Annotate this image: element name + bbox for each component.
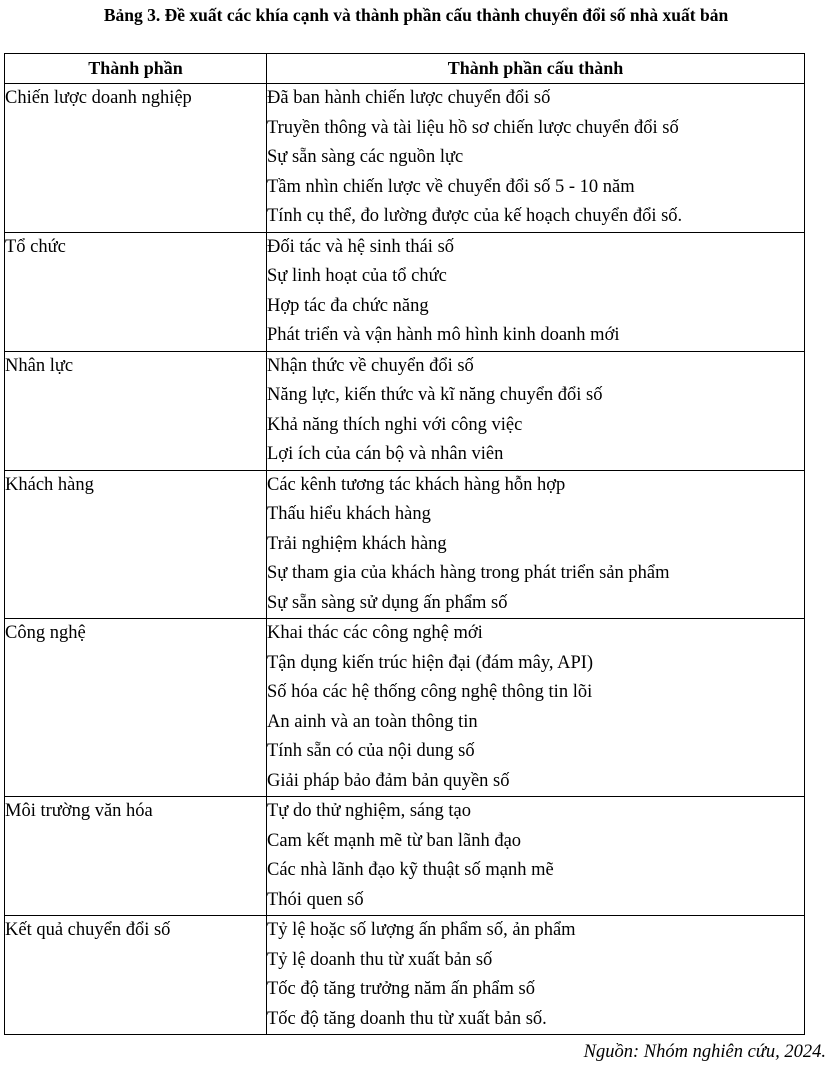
row-category: Chiến lược doanh nghiệp — [5, 84, 267, 233]
row-items — [267, 797, 805, 916]
component-item: Các kênh tương tác khách hàng hỗn hợp — [267, 474, 566, 495]
row-items — [267, 84, 805, 233]
row-category: Tổ chức — [5, 232, 267, 351]
component-item: Các nhà lãnh đạo kỹ thuật số mạnh mẽ — [267, 860, 554, 880]
component-item: Số hóa các hệ thống công nghệ thông tin lõi — [267, 682, 593, 702]
component-item: Truyền thông và tài liệu hồ sơ chiến lược chuyển đổi số — [267, 117, 679, 138]
source-note: Nguồn: Nhóm nghiên cứu, 2024. — [583, 1042, 826, 1062]
component-item: Tính sẵn có của nội dung số — [267, 741, 475, 761]
component-item: Tự do thử nghiệm, sáng tạo — [267, 801, 471, 821]
row-category: Môi trường văn hóa — [5, 797, 267, 916]
component-item: Sự tham gia của khách hàng trong phát triển sản phẩm — [267, 563, 670, 583]
component-item: Tỷ lệ hoặc số lượng ấn phẩm số, ản phẩm — [267, 920, 576, 940]
table-row — [5, 351, 805, 470]
table-body — [5, 84, 805, 1035]
table-row — [5, 916, 805, 1035]
components-table — [4, 53, 805, 1035]
component-item: Tận dụng kiến trúc hiện đại (đám mây, API) — [267, 652, 594, 673]
component-item: Đã ban hành chiến lược chuyển đổi số — [267, 88, 551, 108]
table-header-row — [5, 54, 805, 84]
row-items — [267, 232, 805, 351]
table-row — [5, 619, 805, 797]
row-items — [267, 351, 805, 470]
component-item: Giải pháp bảo đảm bản quyền số — [267, 770, 510, 791]
component-item: Cam kết mạnh mẽ từ ban lãnh đạo — [267, 830, 522, 851]
header-component: Thành phần — [5, 54, 267, 84]
component-item: Đối tác và hệ sinh thái số — [267, 236, 455, 257]
table-row — [5, 232, 805, 351]
row-category: Công nghệ — [5, 619, 267, 797]
row-category: Nhân lực — [5, 351, 267, 470]
component-item: Sự sẵn sàng sử dụng ấn phẩm số — [267, 592, 508, 613]
row-items — [267, 470, 805, 619]
component-item: Khai thác các công nghệ mới — [267, 623, 483, 643]
component-item: Khả năng thích nghi với công việc — [267, 414, 523, 435]
component-item: Hợp tác đa chức năng — [267, 295, 429, 316]
component-item: Tính cụ thể, đo lường được của kế hoạch chuyển đổi số. — [267, 206, 683, 226]
row-items — [267, 619, 805, 797]
table-row — [5, 797, 805, 916]
component-item: Thấu hiểu khách hàng — [267, 504, 431, 524]
component-item: Tỷ lệ doanh thu từ xuất bản số — [267, 949, 493, 970]
header-sub-components: Thành phần cấu thành — [267, 54, 805, 84]
component-item: Thói quen số — [267, 889, 364, 910]
component-item: Năng lực, kiến thức và kĩ năng chuyển đổi số — [267, 385, 603, 405]
component-item: Tầm nhìn chiến lược về chuyển đổi số 5 - 10 năm — [267, 176, 635, 197]
table-row — [5, 470, 805, 619]
component-item: Tốc độ tăng doanh thu từ xuất bản số. — [267, 1008, 547, 1029]
component-item: Lợi ích của cán bộ và nhân viên — [267, 444, 504, 464]
component-item: Sự linh hoạt của tổ chức — [267, 266, 447, 286]
component-item: Nhận thức về chuyển đổi số — [267, 355, 474, 376]
row-category: Khách hàng — [5, 470, 267, 619]
component-item: Sự sẵn sàng các nguồn lực — [267, 147, 464, 167]
component-item: Tốc độ tăng trưởng năm ấn phẩm số — [267, 979, 535, 999]
component-item: Trải nghiệm khách hàng — [267, 533, 447, 554]
row-items — [267, 916, 805, 1035]
table-row — [5, 84, 805, 233]
table-title: Bảng 3. Đề xuất các khía cạnh và thành phần cấu thành chuyển đổi số nhà xuất bản — [103, 5, 729, 25]
component-item: An ainh và an toàn thông tin — [267, 711, 478, 732]
row-category: Kết quả chuyển đổi số — [5, 916, 267, 1035]
component-item: Phát triển và vận hành mô hình kinh doanh mới — [267, 325, 620, 345]
